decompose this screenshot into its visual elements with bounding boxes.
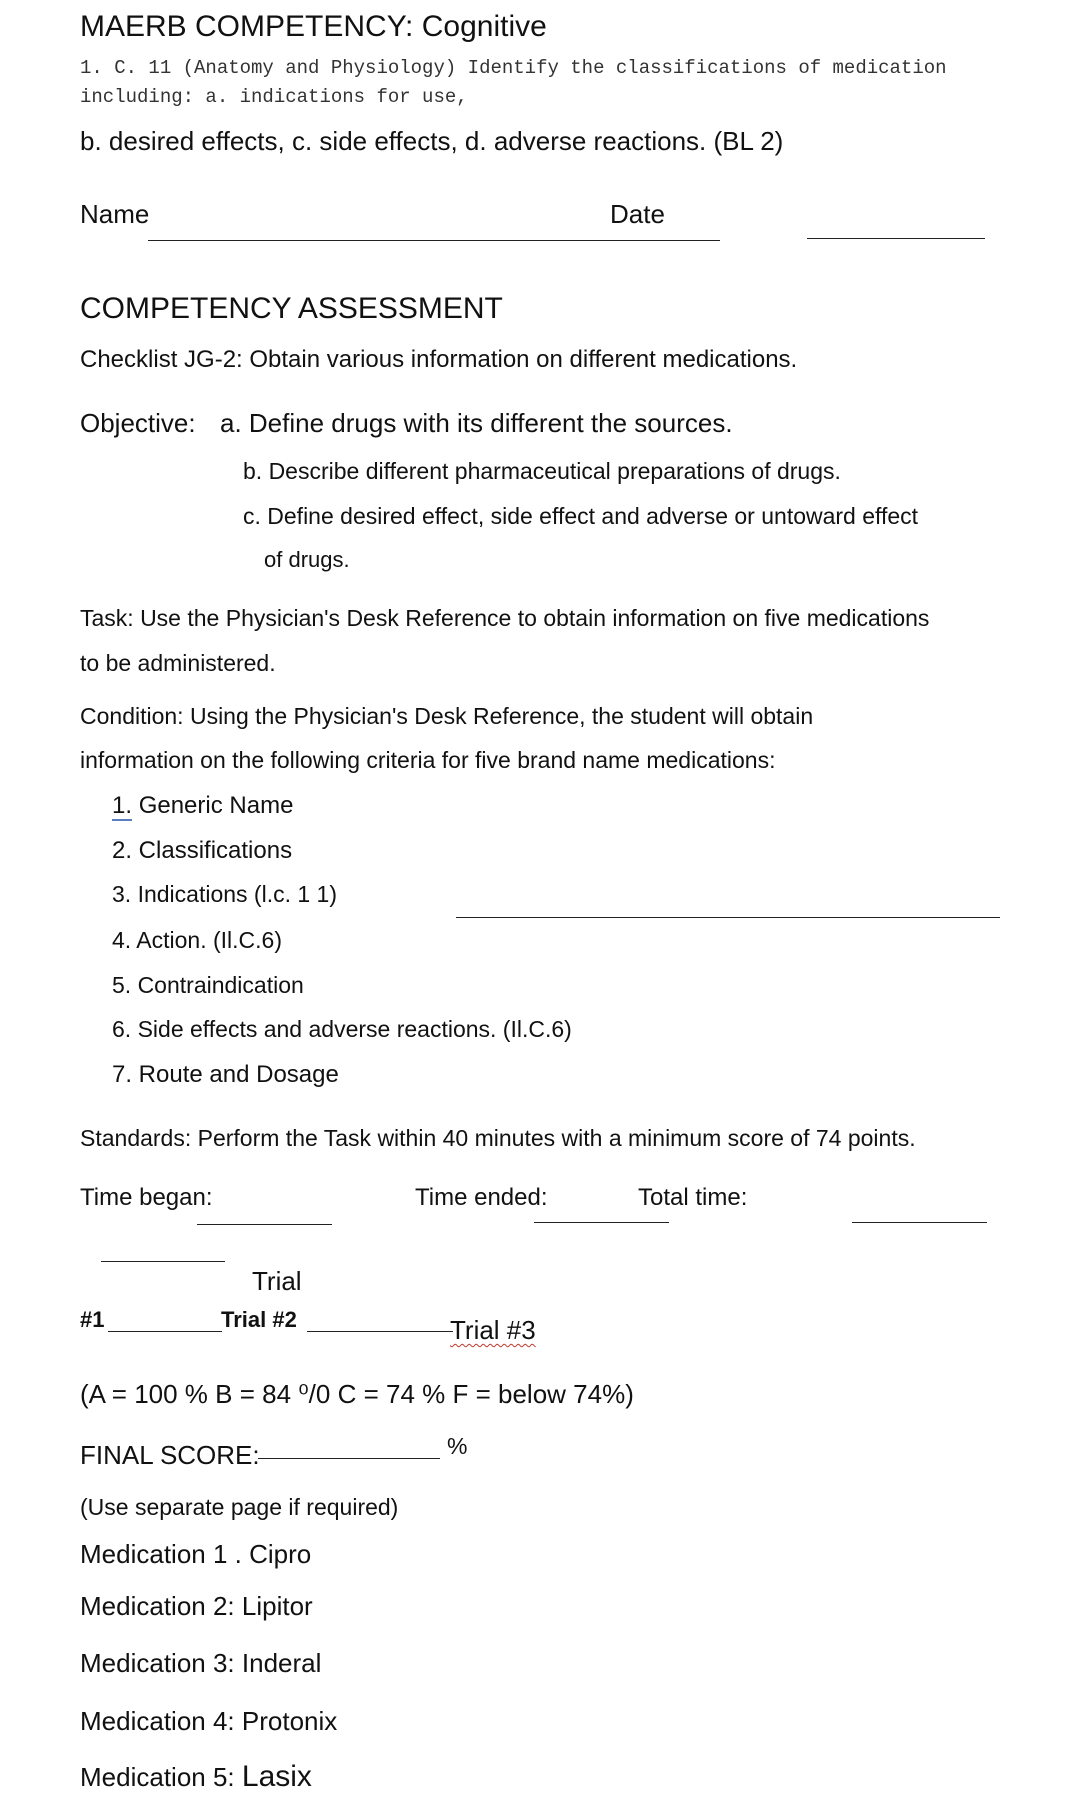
assessment-heading: COMPETENCY ASSESSMENT bbox=[80, 292, 503, 325]
medication-2-name: Lipitor bbox=[241, 1591, 313, 1621]
criteria-item-1-text: Generic Name bbox=[138, 792, 294, 819]
standard-line-1: 1. C. 11 (Anatomy and Physiology) Identify the classifications of medication bbox=[80, 57, 947, 79]
medication-4-label: Medication 4: bbox=[80, 1706, 235, 1736]
trial-3-text: Trial #3 bbox=[450, 1315, 536, 1345]
task-line-1: Task: Use the Physician's Desk Reference to obtain information on five medications bbox=[80, 605, 930, 631]
condition-line-2: information on the following criteria for five brand name medications: bbox=[80, 747, 776, 773]
medication-2-label: Medication 2: bbox=[80, 1591, 235, 1621]
final-score-field-line[interactable] bbox=[258, 1458, 440, 1459]
trial-2-field-line[interactable] bbox=[307, 1331, 453, 1332]
time-began-field-line[interactable] bbox=[197, 1224, 332, 1225]
trial-2-label: Trial #2 bbox=[221, 1307, 297, 1332]
medication-5-label: Medication 5: bbox=[80, 1762, 235, 1792]
criteria-item-3: 3. Indications (l.c. 1 1) bbox=[112, 881, 337, 907]
trial-word: Trial bbox=[252, 1266, 302, 1296]
objective-c-line1: c. Define desired effect, side effect and adverse or untoward effect bbox=[243, 503, 919, 529]
task-line-2: to be administered. bbox=[80, 650, 276, 676]
trial-1-field-line[interactable] bbox=[108, 1331, 222, 1332]
criteria-item-2: 2. Classifications bbox=[112, 837, 293, 864]
date-field-line[interactable] bbox=[807, 238, 985, 239]
medication-5-name: Lasix bbox=[241, 1760, 312, 1793]
medication-5 bbox=[80, 1760, 312, 1794]
standard-line-2: including: a. indications for use, bbox=[80, 86, 468, 108]
standards-text: Standards: Perform the Task within 40 minutes with a minimum score of 74 points. bbox=[80, 1125, 916, 1151]
medication-3-name: Inderal bbox=[241, 1648, 322, 1678]
final-score-label: FINAL SCORE: bbox=[80, 1440, 260, 1470]
objective-c-line2: of drugs. bbox=[264, 547, 350, 572]
medication-1 bbox=[80, 1539, 311, 1570]
standard-line-3: b. desired effects, c. side effects, d. adverse reactions. (BL 2) bbox=[80, 126, 784, 156]
total-time-field-line[interactable] bbox=[852, 1222, 987, 1223]
trial-3-label bbox=[450, 1315, 536, 1346]
time-ended-field-line[interactable] bbox=[534, 1222, 669, 1223]
criteria-item-5: 5. Contraindication bbox=[112, 972, 304, 998]
condition-line-1: Condition: Using the Physician's Desk Reference, the student will obtain bbox=[80, 703, 814, 729]
criteria-item-4: 4. Action. (Il.C.6) bbox=[112, 927, 283, 953]
name-label: Name bbox=[80, 199, 150, 229]
time-ended-label: Time ended: bbox=[415, 1184, 548, 1211]
checklist-text: Checklist JG-2: Obtain various information on different medications. bbox=[80, 346, 798, 373]
time-began-label: Time began: bbox=[80, 1184, 213, 1211]
objective-label: Objective: bbox=[80, 408, 196, 438]
medication-3-label: Medication 3: bbox=[80, 1648, 235, 1678]
medication-1-name: Cipro bbox=[249, 1539, 312, 1569]
medication-4-name: Protonix bbox=[241, 1706, 338, 1736]
total-time-label: Total time: bbox=[638, 1184, 748, 1211]
criteria-item-6: 6. Side effects and adverse reactions. (Il.C.6) bbox=[112, 1016, 572, 1042]
medication-2 bbox=[80, 1591, 313, 1622]
objective-b: b. Describe different pharmaceutical preparations of drugs. bbox=[243, 458, 841, 484]
criteria-blank-line bbox=[456, 917, 1000, 918]
criteria-item-7: 7. Route and Dosage bbox=[112, 1061, 339, 1088]
medication-1-label: Medication 1 . bbox=[80, 1539, 242, 1569]
date-label: Date bbox=[610, 199, 665, 229]
medication-4 bbox=[80, 1706, 337, 1737]
trial-1-label: #1 bbox=[80, 1307, 105, 1332]
grading-scale: (A = 100 % B = 84 ⁰/0 C = 74 % F = below 74%) bbox=[80, 1379, 634, 1409]
page-title: MAERB COMPETENCY: Cognitive bbox=[80, 10, 547, 43]
objective-a: a. Define drugs with its different the sources. bbox=[220, 408, 733, 438]
percent-sign: % bbox=[447, 1433, 468, 1459]
separate-page-note: (Use separate page if required) bbox=[80, 1494, 399, 1520]
medication-3 bbox=[80, 1648, 321, 1679]
name-field-line[interactable] bbox=[148, 240, 720, 241]
extra-blank-line bbox=[101, 1261, 225, 1262]
criteria-item-1-number: 1. bbox=[112, 792, 133, 819]
criteria-item-1 bbox=[112, 792, 293, 820]
